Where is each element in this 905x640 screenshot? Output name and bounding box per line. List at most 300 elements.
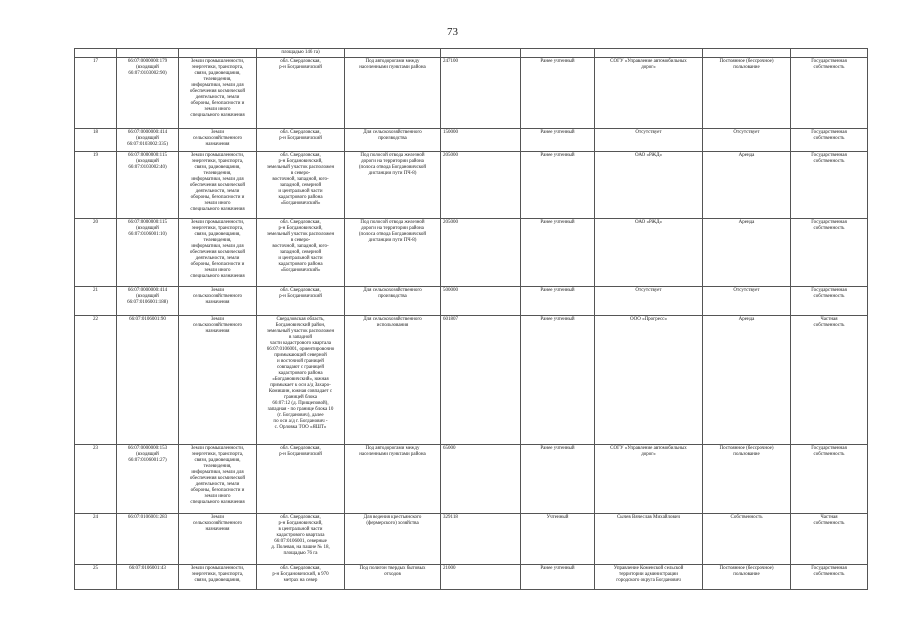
cell-text-line: энергетики, транспорта, bbox=[191, 65, 244, 70]
land-category-cell bbox=[179, 129, 257, 152]
cell-text-line: населенными пунктами района bbox=[359, 65, 426, 70]
cell-text-line: СОГУ «Управление автомобильных bbox=[610, 446, 687, 451]
cell-text-line: метрах на север bbox=[283, 578, 318, 583]
ownership-form-cell bbox=[791, 49, 868, 58]
cell-text-line: (входящий bbox=[136, 159, 159, 164]
address-cell bbox=[257, 58, 345, 129]
cadastral-number-cell bbox=[117, 152, 179, 219]
cell-text-line: 66:07:0000000:414 bbox=[127, 130, 168, 135]
cell-text-line: р-н Богдановичский bbox=[279, 294, 322, 299]
table-body bbox=[75, 49, 868, 590]
cell-text-line: «Богдановичский», южная bbox=[272, 377, 329, 382]
cell-text-line: телевидения, bbox=[203, 77, 232, 82]
right-type-cell bbox=[703, 58, 791, 129]
cell-text-line: специального назначения bbox=[190, 500, 245, 505]
cell-text-line: Государственная bbox=[811, 220, 847, 225]
cell-text-line: (г. Богданович), далее bbox=[277, 413, 324, 418]
cell-text-line: западной, северной bbox=[279, 183, 322, 188]
table-row bbox=[75, 565, 868, 590]
cell-text-line: и центральной части bbox=[278, 189, 323, 194]
cadastral-number-cell bbox=[117, 287, 179, 316]
land-category-cell bbox=[179, 565, 257, 590]
registration-status-cell: Ранее учтенный bbox=[521, 58, 595, 129]
cell-text-line: Отсутствует bbox=[733, 130, 760, 135]
right-type-cell bbox=[703, 219, 791, 287]
cell-text-line: р-н Богдановичский bbox=[279, 65, 322, 70]
cell-text-line: собственность bbox=[813, 294, 845, 299]
cadastral-number-cell bbox=[117, 445, 179, 514]
area-cell: 601807 bbox=[441, 316, 521, 445]
cell-text-line: Для сельскохозяйственного bbox=[363, 288, 422, 293]
cell-text-line: земельный участок расположен bbox=[266, 165, 335, 170]
cell-text-line: (входящий bbox=[136, 226, 159, 231]
cell-text-line: энергетики, транспорта, bbox=[191, 452, 244, 457]
address-cell bbox=[257, 287, 345, 316]
registration-status-cell: Ранее учтенный bbox=[521, 129, 595, 152]
cell-text-line: западная - по границе блока 10 bbox=[267, 407, 334, 412]
cell-text-line: обороны, безопасности и bbox=[190, 488, 245, 493]
cell-text-line: территории администрации bbox=[619, 572, 678, 577]
ownership-form-cell bbox=[791, 316, 868, 445]
area-cell: 21000 bbox=[441, 565, 521, 590]
row-number-cell: 21 bbox=[75, 287, 117, 316]
cell-text-line: Постоянное (бессрочное) bbox=[719, 566, 774, 571]
cell-text-line: дистанции пути ПЧ-8) bbox=[368, 171, 417, 176]
cell-text-line: Земли bbox=[210, 288, 225, 293]
cell-text-line: (полоса отвода Богдановичской bbox=[358, 165, 427, 170]
address-cell bbox=[257, 445, 345, 514]
cell-text-line: обл. Свердловская, bbox=[280, 130, 321, 135]
permitted-use-cell bbox=[345, 152, 441, 219]
area-cell: 150000 bbox=[441, 129, 521, 152]
cell-text-line: Государственная bbox=[811, 59, 847, 64]
cell-text-line: собственность bbox=[813, 226, 845, 231]
cell-text-line: городского округа Богданович bbox=[616, 578, 681, 583]
ownership-form-cell bbox=[791, 287, 868, 316]
cell-text-line: р-н Богдановичский bbox=[279, 452, 322, 457]
row-number-cell: 23 bbox=[75, 445, 117, 514]
address-cell bbox=[257, 514, 345, 565]
row-number-cell: 19 bbox=[75, 152, 117, 219]
cadastral-number-cell bbox=[117, 565, 179, 590]
cell-text-line: Земли промышленности, bbox=[190, 220, 245, 225]
cell-text-line: 66:07:0106001:283 bbox=[127, 515, 168, 520]
cell-text-line: «Богдановичский» bbox=[280, 268, 321, 273]
cell-text-line: Земли промышленности, bbox=[190, 59, 245, 64]
cell-text-line: обл. Свердловская, bbox=[280, 220, 321, 225]
permitted-use-cell bbox=[345, 49, 441, 58]
cell-text-line: информатики, земли для bbox=[191, 177, 244, 182]
cadastral-number-cell bbox=[117, 316, 179, 445]
registration-status-cell: Ранее учтенный bbox=[521, 316, 595, 445]
cell-text-line: 66:07:0106001:90 bbox=[129, 317, 166, 322]
cell-text-line: (входящий bbox=[136, 452, 159, 457]
cell-text-line: телевидения, bbox=[203, 171, 232, 176]
cell-text-line: Для ведения крестьянского bbox=[363, 515, 422, 520]
right-type-cell bbox=[703, 287, 791, 316]
cell-text-line: в западной bbox=[288, 335, 313, 340]
cell-text-line: пользование bbox=[733, 572, 760, 577]
cell-text-line: площадью 146 га) bbox=[281, 50, 320, 55]
cell-text-line: Аренда bbox=[738, 317, 755, 322]
row-number-cell: 17 bbox=[75, 58, 117, 129]
table-row bbox=[75, 445, 868, 514]
table-row bbox=[75, 152, 868, 219]
cell-text-line: обеспечения космической bbox=[189, 183, 246, 188]
cell-text-line: (фермерского) хозяйства bbox=[366, 521, 419, 526]
cell-text-line: Отсутствует bbox=[635, 288, 662, 293]
cell-text-line: информатики, земли для bbox=[191, 470, 244, 475]
cell-text-line: связи, радиовещания, bbox=[194, 71, 241, 76]
cell-text-line: (входящий bbox=[136, 65, 159, 70]
right-holder-cell bbox=[595, 49, 703, 58]
permitted-use-cell bbox=[345, 287, 441, 316]
cell-text-line: телевидения, bbox=[203, 464, 232, 469]
area-cell: 205000 bbox=[441, 219, 521, 287]
cell-text-line: 66:07:0000000:115 bbox=[128, 220, 167, 225]
cell-text-line: сельскохозяйственного bbox=[192, 323, 243, 328]
cell-text-line: (входящий bbox=[136, 294, 159, 299]
cell-text-line: 66:07:0000000:179 bbox=[127, 59, 168, 64]
cell-text-line: энергетики, транспорта, bbox=[191, 226, 244, 231]
cell-text-line: 66:07:0106001:43 bbox=[129, 566, 166, 571]
cell-text-line: 66:07:0106001, ориентировочно bbox=[266, 347, 335, 352]
cell-text-line: Аренда bbox=[738, 220, 755, 225]
address-cell bbox=[257, 49, 345, 58]
cell-text-line: совпадают с границей bbox=[276, 365, 324, 370]
cell-text-line: Под полосой отвода железной bbox=[360, 153, 425, 158]
cell-text-line: Сычев Вячеслав Михайлович bbox=[616, 515, 681, 520]
address-cell bbox=[257, 565, 345, 590]
cell-text-line: связи, радиовещания, bbox=[194, 232, 241, 237]
cell-text-line: 66:07:0103002:40) bbox=[128, 165, 167, 170]
right-holder-cell bbox=[595, 316, 703, 445]
right-holder-cell bbox=[595, 152, 703, 219]
cell-text-line: дистанции пути ПЧ-8) bbox=[368, 238, 417, 243]
cell-text-line: обеспечения космической bbox=[189, 250, 246, 255]
cell-text-line: р-н Богдановичский, bbox=[278, 226, 323, 231]
cell-text-line: собственность bbox=[813, 572, 845, 577]
ownership-form-cell bbox=[791, 152, 868, 219]
cell-text-line: пользование bbox=[733, 452, 760, 457]
right-holder-cell bbox=[595, 129, 703, 152]
row-number-cell: 20 bbox=[75, 219, 117, 287]
registration-status-cell: Ранее учтенный bbox=[521, 565, 595, 590]
cell-text-line: сельскохозяйственного bbox=[192, 136, 243, 141]
cell-text-line: собственность bbox=[813, 136, 845, 141]
ownership-form-cell bbox=[791, 129, 868, 152]
cell-text-line: обороны, безопасности и bbox=[190, 195, 245, 200]
cell-text-line: по оси а/д г. Богданович - bbox=[273, 419, 328, 424]
cell-text-line: специального назначения bbox=[190, 207, 245, 212]
cell-text-line: Государственная bbox=[811, 288, 847, 293]
cell-text-line: деятельности, земли bbox=[195, 95, 240, 100]
right-type-cell bbox=[703, 565, 791, 590]
permitted-use-cell bbox=[345, 58, 441, 129]
permitted-use-cell bbox=[345, 445, 441, 514]
cell-text-line: земельный участок расположен bbox=[266, 232, 335, 237]
cell-text-line: СОГУ «Управление автомобильных bbox=[610, 59, 687, 64]
cell-text-line: назначения bbox=[205, 142, 230, 147]
cell-text-line: Управление Коменской сельской bbox=[613, 566, 684, 571]
cell-text-line: земли иного bbox=[204, 494, 231, 499]
cell-text-line: связи, радиовещания, bbox=[194, 578, 241, 583]
cell-text-line: восточной, западной, юго- bbox=[272, 177, 329, 182]
area-cell: 500000 bbox=[441, 287, 521, 316]
cell-text-line: Земли промышленности, bbox=[190, 153, 245, 158]
cell-text-line: обл. Свердловская, bbox=[280, 153, 321, 158]
cell-text-line: 66:07:0000000:414 bbox=[127, 288, 168, 293]
right-holder-cell bbox=[595, 58, 703, 129]
cell-text-line: назначения bbox=[205, 527, 230, 532]
cell-text-line: связи, радиовещания, bbox=[194, 165, 241, 170]
cell-text-line: обл. Свердловская, bbox=[280, 566, 321, 571]
registration-status-cell: Ранее учтенный bbox=[521, 287, 595, 316]
cell-text-line: кадастрового района bbox=[278, 262, 323, 267]
cell-text-line: и центральной части bbox=[278, 256, 323, 261]
cell-text-line: Под полосой отвода железной bbox=[360, 220, 425, 225]
land-category-cell bbox=[179, 316, 257, 445]
cell-text-line: в центральной части bbox=[278, 527, 323, 532]
cell-text-line: Постоянное (бессрочное) bbox=[719, 59, 774, 64]
cell-text-line: пользование bbox=[733, 65, 760, 70]
area-cell: 65000 bbox=[441, 445, 521, 514]
ownership-form-cell bbox=[791, 219, 868, 287]
cell-text-line: Государственная bbox=[811, 566, 847, 571]
cell-text-line: собственность bbox=[813, 323, 845, 328]
cell-text-line: сельскохозяйственного bbox=[192, 294, 243, 299]
address-cell bbox=[257, 219, 345, 287]
cell-text-line: р-н Богдановичский, bbox=[278, 521, 323, 526]
table-row bbox=[75, 58, 868, 129]
table-row bbox=[75, 514, 868, 565]
land-category-cell bbox=[179, 49, 257, 58]
table-row bbox=[75, 219, 868, 287]
cell-text-line: дорог» bbox=[641, 65, 656, 70]
cell-text-line: Частная bbox=[820, 515, 838, 520]
cell-text-line: информатики, земли для bbox=[191, 244, 244, 249]
cell-text-line: деятельности, земли bbox=[195, 189, 240, 194]
cadastral-number-cell bbox=[117, 129, 179, 152]
cell-text-line: Аренда bbox=[738, 153, 755, 158]
cell-text-line: кадастрового района bbox=[278, 195, 323, 200]
cell-text-line: Под полигон твердых бытовых bbox=[359, 566, 426, 571]
cell-text-line: Государственная bbox=[811, 446, 847, 451]
cell-text-line: площадью 76 га bbox=[283, 551, 318, 556]
cell-text-line: Земли промышленности, bbox=[190, 566, 245, 571]
area-cell: 247100 bbox=[441, 58, 521, 129]
cell-text-line: собственность bbox=[813, 65, 845, 70]
area-cell: 329118 bbox=[441, 514, 521, 565]
cell-text-line: собственность bbox=[813, 521, 845, 526]
cell-text-line: связи, радиовещания, bbox=[194, 458, 241, 463]
cell-text-line: 66:07:0000000:153 bbox=[127, 446, 168, 451]
cell-text-line: Собственность bbox=[730, 515, 763, 520]
land-category-cell bbox=[179, 58, 257, 129]
table-row bbox=[75, 129, 868, 152]
cell-text-line: энергетики, транспорта, bbox=[191, 572, 244, 577]
ownership-form-cell bbox=[791, 514, 868, 565]
cell-text-line: западной, северной bbox=[279, 250, 322, 255]
cell-text-line: примыкает к оси а/д Захаро- bbox=[270, 383, 331, 388]
cell-text-line: 66:07:0106001:188) bbox=[127, 300, 168, 305]
right-type-cell bbox=[703, 316, 791, 445]
row-number-cell: 18 bbox=[75, 129, 117, 152]
cell-text-line: кадастрового квартала bbox=[276, 533, 325, 538]
cell-text-line: Земли bbox=[210, 317, 225, 322]
cadastral-number-cell bbox=[117, 514, 179, 565]
row-number-cell: 25 bbox=[75, 565, 117, 590]
row-number-cell bbox=[75, 49, 117, 58]
cell-text-line: назначения bbox=[205, 300, 230, 305]
permitted-use-cell bbox=[345, 565, 441, 590]
cell-text-line: дороги на территории района bbox=[361, 226, 424, 231]
cell-text-line: Земли bbox=[210, 130, 225, 135]
cell-text-line: земли иного bbox=[204, 201, 231, 206]
table-row bbox=[75, 316, 868, 445]
table-row bbox=[75, 287, 868, 316]
cell-text-line: телевидения, bbox=[203, 238, 232, 243]
cell-text-line: 66:07:0106001:27) bbox=[128, 458, 167, 463]
registration-status-cell: Ранее учтенный bbox=[521, 219, 595, 287]
page-number: 73 bbox=[447, 26, 458, 38]
land-registry-table bbox=[74, 48, 868, 590]
cell-text-line: Для сельскохозяйственного bbox=[363, 130, 422, 135]
cell-text-line: назначения bbox=[205, 329, 230, 334]
cell-text-line: обеспечения космической bbox=[189, 476, 246, 481]
cell-text-line: 66:07:0000000:115 bbox=[128, 153, 167, 158]
cell-text-line: 66:07:0103002:90) bbox=[128, 71, 167, 76]
cell-text-line: ООО «Прогресс» bbox=[629, 317, 668, 322]
cell-text-line: р-н Богдановичский bbox=[279, 136, 322, 141]
cell-text-line: энергетики, транспорта, bbox=[191, 159, 244, 164]
cell-text-line: (входящий bbox=[136, 136, 159, 141]
permitted-use-cell bbox=[345, 129, 441, 152]
row-number-cell: 22 bbox=[75, 316, 117, 445]
right-type-cell bbox=[703, 445, 791, 514]
cell-text-line: 66:07:0103002:335) bbox=[127, 142, 168, 147]
right-type-cell bbox=[703, 152, 791, 219]
cell-text-line: обл. Свердловская, bbox=[280, 288, 321, 293]
ownership-form-cell bbox=[791, 565, 868, 590]
cell-text-line: восточной, западной, юго- bbox=[272, 244, 329, 249]
cell-text-line: Государственная bbox=[811, 130, 847, 135]
cell-text-line: Отсутствует bbox=[733, 288, 760, 293]
cell-text-line: сельскохозяйственного bbox=[192, 521, 243, 526]
cell-text-line: населенными пунктами района bbox=[359, 452, 426, 457]
cell-text-line: Под автодорогами между bbox=[365, 59, 420, 64]
cell-text-line: с. Орловка ТОО «ЯШТ» bbox=[274, 425, 327, 430]
cell-text-line: Отсутствует bbox=[635, 130, 662, 135]
cadastral-number-cell bbox=[117, 58, 179, 129]
cell-text-line: Частная bbox=[820, 317, 838, 322]
cell-text-line: специального назначения bbox=[190, 113, 245, 118]
cell-text-line: Богдановичский район, bbox=[275, 323, 326, 328]
cell-text-line: использования bbox=[376, 323, 409, 328]
cell-text-line: деятельности, земли bbox=[195, 482, 240, 487]
cell-text-line: Свердловская область, bbox=[276, 317, 325, 322]
area-cell: 205000 bbox=[441, 152, 521, 219]
cell-text-line: примыкающий северной bbox=[274, 353, 327, 358]
cell-text-line: «Богдановичский» bbox=[280, 201, 321, 206]
ownership-form-cell bbox=[791, 58, 868, 129]
cell-text-line: производства bbox=[378, 294, 407, 299]
registration-status-cell: Ранее учтенный bbox=[521, 152, 595, 219]
cell-text-line: собственность bbox=[813, 452, 845, 457]
right-holder-cell bbox=[595, 445, 703, 514]
cell-text-line: обл. Свердловская, bbox=[280, 59, 321, 64]
cell-text-line: части кадастрового квартала bbox=[270, 341, 331, 346]
permitted-use-cell bbox=[345, 514, 441, 565]
cell-text-line: деятельности, земли bbox=[195, 256, 240, 261]
right-holder-cell bbox=[595, 514, 703, 565]
address-cell bbox=[257, 152, 345, 219]
right-holder-cell bbox=[595, 287, 703, 316]
cell-text-line: Комишин, южная совпадает с bbox=[268, 389, 333, 394]
cell-text-line: в северо- bbox=[290, 238, 311, 243]
cell-text-line: ОАО «РЖД» bbox=[634, 220, 663, 225]
right-type-cell bbox=[703, 49, 791, 58]
address-cell bbox=[257, 316, 345, 445]
permitted-use-cell bbox=[345, 316, 441, 445]
cell-text-line: дорог» bbox=[641, 452, 656, 457]
cell-text-line: обл. Свердловская, bbox=[280, 515, 321, 520]
cell-text-line: в северо- bbox=[290, 171, 311, 176]
cell-text-line: Государственная bbox=[811, 153, 847, 158]
cell-text-line: Для сельскохозяйственного bbox=[363, 317, 422, 322]
ownership-form-cell bbox=[791, 445, 868, 514]
cell-text-line: р-н Богдановичский, bbox=[278, 159, 323, 164]
cell-text-line: дороги на территории района bbox=[361, 159, 424, 164]
cell-text-line: (полоса отвода Богдановичской bbox=[358, 232, 427, 237]
cadastral-number-cell bbox=[117, 49, 179, 58]
cell-text-line: Под автодорогами между bbox=[365, 446, 420, 451]
cell-text-line: обороны, безопасности и bbox=[190, 262, 245, 267]
cell-text-line: земли иного bbox=[204, 107, 231, 112]
cell-text-line: земельный участок расположен bbox=[266, 329, 335, 334]
cell-text-line: ОАО «РЖД» bbox=[634, 153, 663, 158]
cell-text-line: 66:07:0106001:10) bbox=[128, 232, 167, 237]
cell-text-line: производства bbox=[378, 136, 407, 141]
cell-text-line: Земли промышленности, bbox=[190, 446, 245, 451]
cell-text-line: обеспечения космической bbox=[189, 89, 246, 94]
cell-text-line: 66:07:12 (д. Прищеповой), bbox=[272, 401, 329, 406]
cell-text-line: специального назначения bbox=[190, 274, 245, 279]
area-cell bbox=[441, 49, 521, 58]
land-category-cell bbox=[179, 445, 257, 514]
cell-text-line: Земли bbox=[210, 515, 225, 520]
cell-text-line: р-н Богдановичский, в 970 bbox=[272, 572, 329, 577]
table-row bbox=[75, 49, 868, 58]
cell-text-line: д. Полевая, на пашне № 18, bbox=[271, 545, 330, 550]
right-holder-cell bbox=[595, 219, 703, 287]
land-category-cell bbox=[179, 152, 257, 219]
land-category-cell bbox=[179, 514, 257, 565]
cell-text-line: отходов bbox=[384, 572, 401, 577]
cell-text-line: кадастрового района bbox=[278, 371, 323, 376]
land-category-cell bbox=[179, 287, 257, 316]
cell-text-line: обл. Свердловская, bbox=[280, 446, 321, 451]
cell-text-line: 66:07:0106001, северные bbox=[274, 539, 327, 544]
row-number-cell: 24 bbox=[75, 514, 117, 565]
cell-text-line: границей блока bbox=[284, 395, 317, 400]
registration-status-cell: Ранее учтенный bbox=[521, 445, 595, 514]
cell-text-line: информатики, земли для bbox=[191, 83, 244, 88]
right-holder-cell bbox=[595, 565, 703, 590]
registration-status-cell: Учтенный bbox=[521, 514, 595, 565]
cell-text-line: и восточной границей bbox=[277, 359, 324, 364]
cell-text-line: Постоянное (бессрочное) bbox=[719, 446, 774, 451]
